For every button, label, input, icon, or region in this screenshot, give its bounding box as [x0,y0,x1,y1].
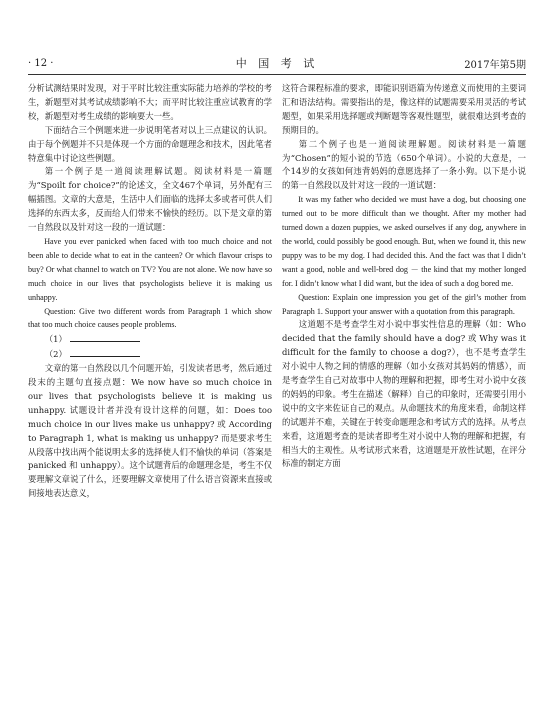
answer-line-1: （1） [28,332,272,347]
running-header [28,52,526,75]
answer-blank [70,347,140,357]
paragraph: 下面结合三个例题来进一步说明笔者对以上三点建议的认识。由于每个例题并不只是体现一个方面的命题理念和技术，因此笔者特意集中讨论这些例题。 [28,124,272,163]
paragraph: 分析试测结果时发现，对于平时比较注重实际能力培养的学校的考生，新题型对其考试成绩影响不大；而平时比较注重应试教育的学校，新题型对考生成绩的影响要大一些。 [28,83,272,121]
paragraph: 这道题不是考查学生对小说中事实性信息的理解（如：Who decided that the family should have a dog? 或 Why was it difficult for the family to choose a dog?），也不是考查学生对小说中人物之间的情感的理解（如小女孩对其妈妈的情感），而是考查学生自己对故事中人物的理解和把握，即考生对小说中女孩的妈妈的印象。考生在描述（解释）自己的印象时，还需要引用小说中的文字来佐证自己的观点。从命题技术的角度来看，命制这样的试题并不难，关键在于转变命题理念和考试方式的选择。从考点来看，这道题考查的是读者即考生对小说中人物的理解和把握，有相当大的主观性。从考试形式来看，这道题是开放性试题，在评分标准的制定方面 [282,319,526,469]
question-text: Question: Give two different words from Paragraph 1 which show that too much choice causes people problems. [28,306,272,330]
paragraph: 文章的第一自然段以几个问题开始，引发读者思考，然后通过段末的主题句直接点题：We now have so much choice in our lives that psychologists believe it is making us unhappy. 试题设计者并没有设计这样的问题，如：Does too much choice in our lives make us unhappy? 或 According to Paragraph 1, what is making us unhappy? 而是要求考生从段落中找出两个能说明太多的选择使人们不愉快的单词（答案是 panicked 和 unhappy）。这个试题背后的命题理念是，考生不仅要理解文章说了什么，还要理解文章使用了什么语言资源来直接或间接地表达意义， [28,363,272,499]
paragraph: 第二个例子也是一道阅读理解题。阅读材料是一篇题为“Chosen”的短小说的节选（650个单词）。小说的大意是，一个14岁的女孩如何违背妈妈的意愿选择了一条小狗。以下是小说的第一自然段以及针对这一段的一道试题： [282,138,526,191]
paragraph: 第一个例子是一道阅读理解试题。阅读材料是一篇题为“Spoilt for choice?”的论述文，全文467个单词，另外配有三幅插图。文章的大意是，生活中人们面临的选择太多或者可供人们选择的东西太多，反而给人们带来不愉快的经历。以下是文章的第一自然段以及针对这一段的一道试题： [28,166,272,233]
issue-label: 2017年第5期 [464,59,526,71]
english-passage: It was my father who decided we must have a dog, but choosing one turned out to be more difficult than we thought. After my mother had turned down a dozen puppies, we asked ourselves if any dog, anywhere in the world, could possibly be good enough. But, when we found it, this new puppy was to be my dog. I had decided this. And the fact was that I didn’t want a good, noble and well-bred dog － the kind that my mother longed for. I didn’t know what I did want, but the idea of such a dog bored me. [282,195,526,288]
journal-title: 中 国 考 试 [235,57,319,70]
paragraph: 这符合课程标准的要求，即能识别语篇为传递意义而使用的主要词汇和语法结构。需要指出的是，像这样的试题需要采用灵活的考试题型，如果采用选择题或判断题等客观性题型，就很难达到考查的预期目的。 [282,83,526,135]
english-passage: Have you ever panicked when faced with too much choice and not been able to decide what to eat in the canteen? Or which flavour crisps to buy? Or what channel to watch on TV? You are not alone. We now have so much choice in our lives that psychologists believe it is making us unhappy. [28,236,272,302]
page-number: · 12 · [28,57,54,69]
answer-blank [70,332,140,342]
right-column [282,82,526,471]
question-text: Question: Explain one impression you get of the girl’s mother from Paragraph 1. Support your answer with a quotation from this paragraph. [282,292,526,316]
answer-line-2: （2） [28,347,272,362]
left-column [28,82,272,501]
